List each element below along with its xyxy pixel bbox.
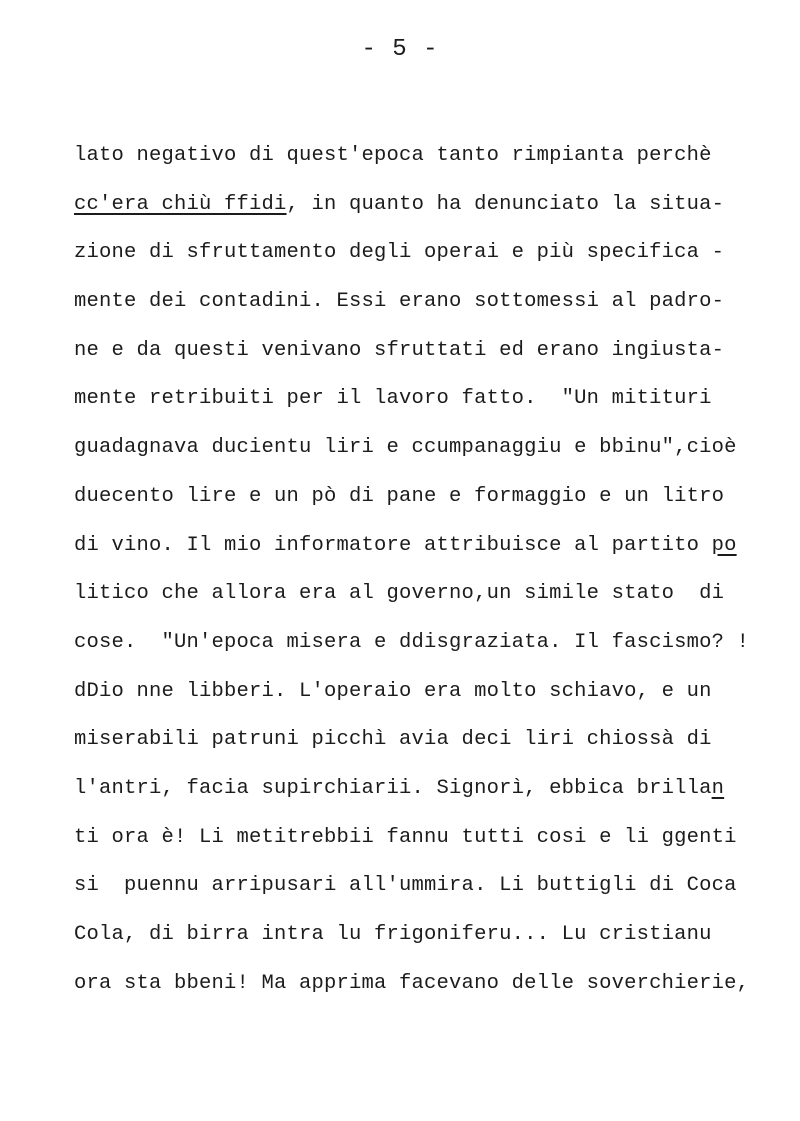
text-line	[74, 229, 754, 278]
line-text: mente dei contadini. Essi erano sottomessi al padro-	[74, 290, 725, 314]
underlined-dialect-phrase: cc'era chiù ffidi	[74, 192, 287, 216]
underlined-hyphenation: po	[711, 533, 737, 557]
line-text: guadagnava ducientu liri e ccumpanaggiu e bbinu",cioè	[74, 436, 737, 460]
text-line	[74, 132, 754, 181]
line-text: ne e da questi venivano sfruttati ed erano ingiusta-	[74, 338, 725, 362]
text-line	[74, 814, 754, 863]
line-text: ora sta bbeni! Ma apprima facevano delle soverchierie,	[74, 971, 750, 995]
line-text: di vino. Il mio informatore attribuisce al partito	[74, 533, 712, 557]
text-line	[74, 473, 754, 522]
line-text: cose. "Un'epoca misera e ddisgraziata. Il fascismo? !	[74, 630, 750, 654]
line-text: si puennu arripusari all'ummira. Li buttigli di Coca	[74, 874, 737, 898]
line-text: mente retribuiti per il lavoro fatto. "Un mitituri	[74, 387, 712, 411]
text-line	[74, 375, 754, 424]
line-text: , in quanto ha denunciato la situa-	[286, 192, 725, 216]
line-text: Cola, di birra intra lu frigoniferu... Lu cristianu	[74, 923, 712, 946]
text-line	[74, 327, 754, 376]
body-text	[74, 132, 754, 1008]
text-line	[74, 668, 754, 717]
line-text: litico che allora era al governo,un simile stato di	[74, 582, 725, 606]
text-line	[74, 570, 754, 619]
page-number: - 5 -	[361, 36, 439, 63]
line-text: lato negativo di quest'epoca tanto rimpianta perchè	[74, 144, 712, 167]
text-line	[74, 911, 754, 960]
text-line	[74, 424, 754, 473]
line-text: duecento lire e un pò di pane e formaggio e un litro	[74, 484, 725, 508]
text-line	[74, 181, 754, 230]
line-text: dDio nne libberi. L'operaio era molto schiavo, e un	[74, 679, 712, 703]
line-text: ti ora è! Li metitrebbii fannu tutti cosi e li ggenti	[74, 825, 737, 849]
text-line	[74, 960, 754, 1009]
line-text: zione di sfruttamento degli operai e più specifica -	[74, 241, 725, 265]
text-line	[74, 716, 754, 765]
text-line	[74, 278, 754, 327]
text-line	[74, 862, 754, 911]
underlined-hyphenation: n	[711, 776, 725, 800]
text-line	[74, 619, 754, 668]
line-text: miserabili patruni picchì avia deci liri chiossà di	[74, 728, 712, 752]
line-text: l'antri, facia supirchiarii. Signorì, ebbica brilla	[74, 776, 712, 800]
text-line	[74, 765, 754, 814]
text-line	[74, 522, 754, 571]
